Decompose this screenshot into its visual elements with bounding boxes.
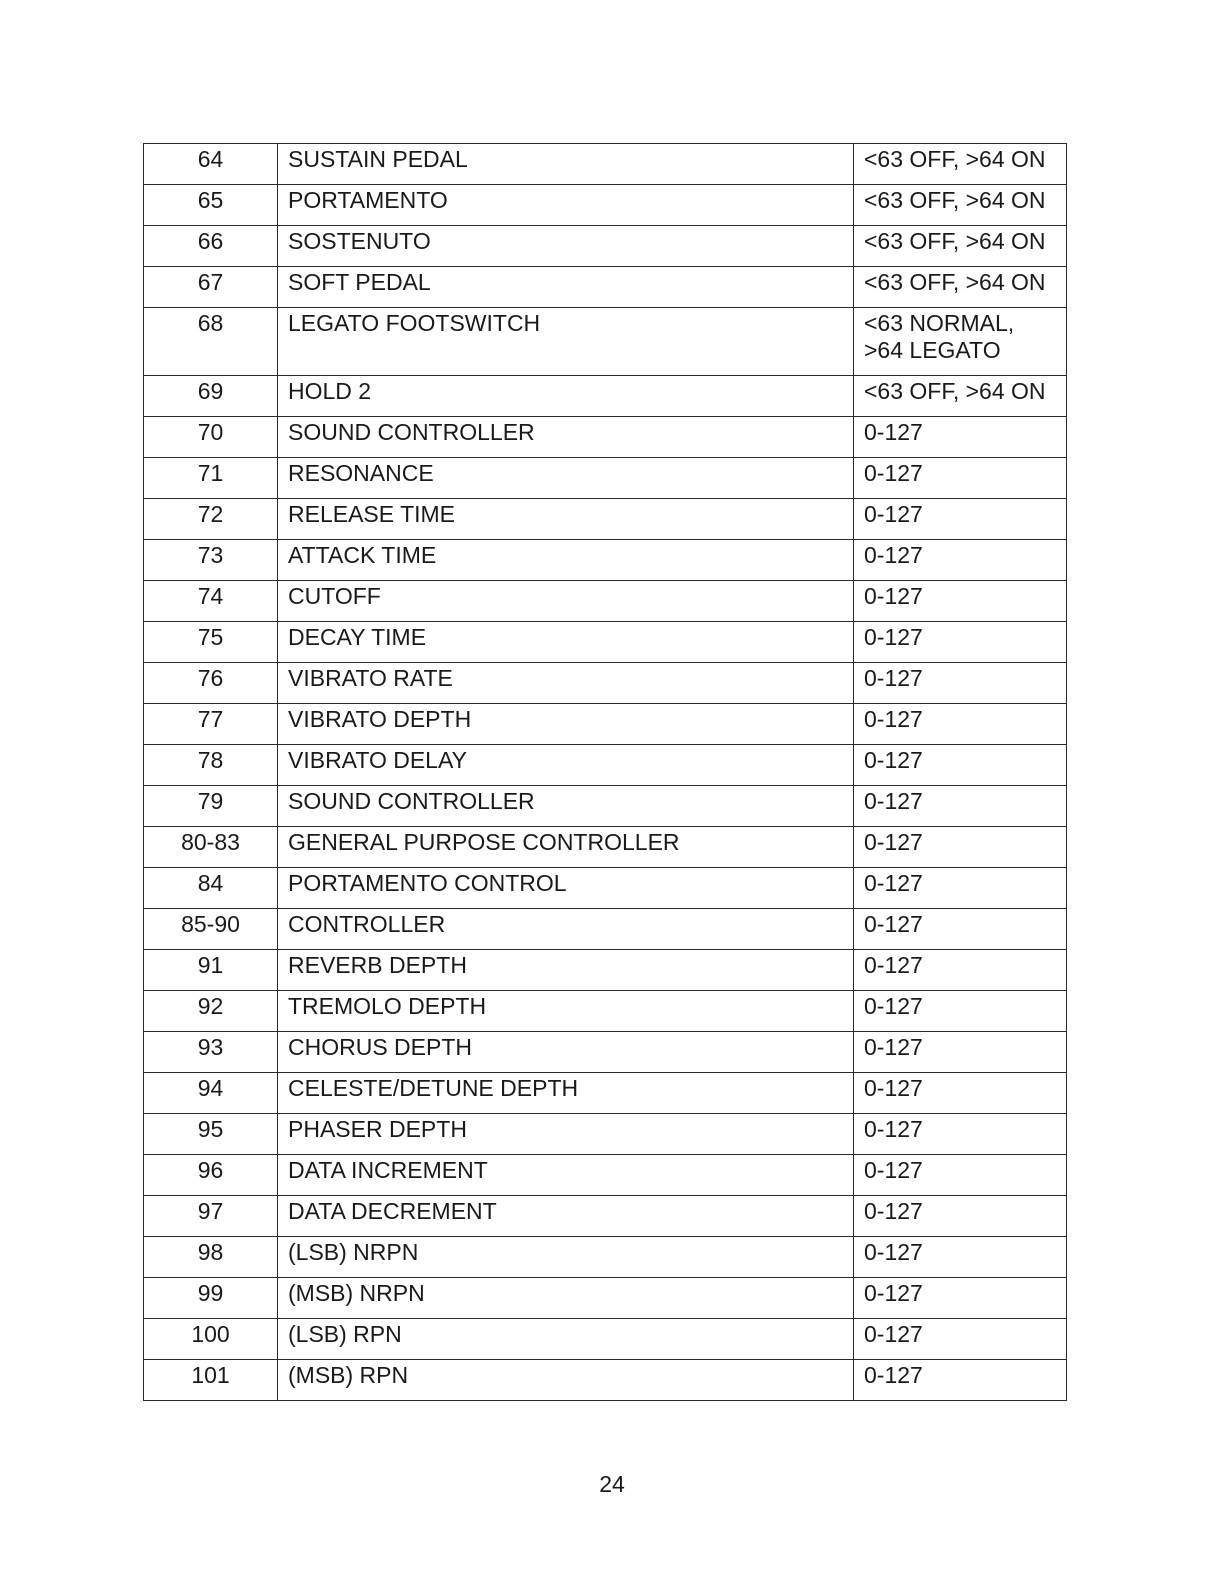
table-row — [144, 458, 1067, 499]
controller-value-cell: <63 OFF, >64 ON — [854, 144, 1067, 185]
controller-name-cell: PORTAMENTO CONTROL — [278, 868, 854, 909]
controller-number-cell: 97 — [144, 1196, 278, 1237]
controller-number-cell: 92 — [144, 991, 278, 1032]
controller-name-cell: SOFT PEDAL — [278, 267, 854, 308]
controller-name-cell: LEGATO FOOTSWITCH — [278, 308, 854, 376]
controller-value-cell: 0-127 — [854, 1032, 1067, 1073]
controller-number-cell: 98 — [144, 1237, 278, 1278]
controller-value-cell: 0-127 — [854, 1073, 1067, 1114]
controller-name-cell: HOLD 2 — [278, 376, 854, 417]
controller-value-cell: 0-127 — [854, 1278, 1067, 1319]
controller-number-cell: 99 — [144, 1278, 278, 1319]
controller-name-cell: DATA DECREMENT — [278, 1196, 854, 1237]
controller-value-cell: 0-127 — [854, 1360, 1067, 1401]
table-row — [144, 1114, 1067, 1155]
controller-number-cell: 65 — [144, 185, 278, 226]
controller-value-cell: 0-127 — [854, 1114, 1067, 1155]
controller-name-cell: CUTOFF — [278, 581, 854, 622]
controller-value-cell: 0-127 — [854, 1155, 1067, 1196]
controller-name-cell: VIBRATO DELAY — [278, 745, 854, 786]
table-row — [144, 1237, 1067, 1278]
controller-number-cell: 71 — [144, 458, 278, 499]
controller-name-cell: REVERB DEPTH — [278, 950, 854, 991]
controller-number-cell: 95 — [144, 1114, 278, 1155]
controller-value-cell: 0-127 — [854, 704, 1067, 745]
controller-number-cell: 75 — [144, 622, 278, 663]
table-row — [144, 540, 1067, 581]
controller-name-cell: PORTAMENTO — [278, 185, 854, 226]
controller-value-cell: <63 OFF, >64 ON — [854, 376, 1067, 417]
controller-number-cell: 96 — [144, 1155, 278, 1196]
controller-name-cell: SOUND CONTROLLER — [278, 786, 854, 827]
controller-table — [143, 143, 1067, 1401]
controller-number-cell: 84 — [144, 868, 278, 909]
controller-number-cell: 69 — [144, 376, 278, 417]
controller-value-cell: 0-127 — [854, 827, 1067, 868]
controller-number-cell: 72 — [144, 499, 278, 540]
table-row — [144, 1155, 1067, 1196]
table-row — [144, 663, 1067, 704]
controller-name-cell: RELEASE TIME — [278, 499, 854, 540]
table-row — [144, 1032, 1067, 1073]
controller-number-cell: 76 — [144, 663, 278, 704]
controller-number-cell: 74 — [144, 581, 278, 622]
table-row — [144, 704, 1067, 745]
controller-name-cell: CELESTE/DETUNE DEPTH — [278, 1073, 854, 1114]
table-row — [144, 786, 1067, 827]
table-row — [144, 827, 1067, 868]
controller-table-body — [144, 144, 1067, 1401]
controller-value-cell: <63 OFF, >64 ON — [854, 226, 1067, 267]
controller-name-cell: VIBRATO RATE — [278, 663, 854, 704]
controller-value-cell: 0-127 — [854, 622, 1067, 663]
controller-value-cell: 0-127 — [854, 786, 1067, 827]
table-row — [144, 745, 1067, 786]
controller-number-cell: 68 — [144, 308, 278, 376]
controller-name-cell: DATA INCREMENT — [278, 1155, 854, 1196]
controller-name-cell: CONTROLLER — [278, 909, 854, 950]
controller-number-cell: 78 — [144, 745, 278, 786]
table-row — [144, 622, 1067, 663]
table-row — [144, 376, 1067, 417]
page-number: 24 — [599, 1471, 625, 1497]
controller-number-cell: 64 — [144, 144, 278, 185]
controller-name-cell: SUSTAIN PEDAL — [278, 144, 854, 185]
controller-name-cell: (MSB) NRPN — [278, 1278, 854, 1319]
controller-number-cell: 77 — [144, 704, 278, 745]
table-row — [144, 1319, 1067, 1360]
table-row — [144, 950, 1067, 991]
controller-name-cell: RESONANCE — [278, 458, 854, 499]
controller-number-cell: 79 — [144, 786, 278, 827]
controller-value-cell: <63 OFF, >64 ON — [854, 185, 1067, 226]
controller-name-cell: ATTACK TIME — [278, 540, 854, 581]
controller-value-cell: 0-127 — [854, 499, 1067, 540]
table-row — [144, 267, 1067, 308]
controller-name-cell: (LSB) NRPN — [278, 1237, 854, 1278]
table-row — [144, 1278, 1067, 1319]
controller-value-cell: 0-127 — [854, 745, 1067, 786]
table-row — [144, 581, 1067, 622]
controller-value-cell: 0-127 — [854, 663, 1067, 704]
table-row — [144, 417, 1067, 458]
controller-value-cell: 0-127 — [854, 458, 1067, 499]
controller-name-cell: (MSB) RPN — [278, 1360, 854, 1401]
table-row — [144, 1196, 1067, 1237]
controller-name-cell: (LSB) RPN — [278, 1319, 854, 1360]
table-row — [144, 909, 1067, 950]
table-row — [144, 144, 1067, 185]
controller-value-cell: <63 OFF, >64 ON — [854, 267, 1067, 308]
controller-number-cell: 94 — [144, 1073, 278, 1114]
controller-value-cell: 0-127 — [854, 991, 1067, 1032]
controller-name-cell: PHASER DEPTH — [278, 1114, 854, 1155]
controller-name-cell: VIBRATO DEPTH — [278, 704, 854, 745]
controller-number-cell: 100 — [144, 1319, 278, 1360]
controller-number-cell: 93 — [144, 1032, 278, 1073]
table-row — [144, 185, 1067, 226]
controller-name-cell: SOUND CONTROLLER — [278, 417, 854, 458]
table-row — [144, 1360, 1067, 1401]
controller-value-cell: 0-127 — [854, 868, 1067, 909]
controller-value-cell: <63 NORMAL, >64 LEGATO — [854, 308, 1067, 376]
controller-value-cell: 0-127 — [854, 1319, 1067, 1360]
controller-value-cell: 0-127 — [854, 1196, 1067, 1237]
table-row — [144, 991, 1067, 1032]
table-row — [144, 226, 1067, 267]
table-row — [144, 868, 1067, 909]
controller-number-cell: 91 — [144, 950, 278, 991]
controller-number-cell: 73 — [144, 540, 278, 581]
controller-value-cell: 0-127 — [854, 540, 1067, 581]
table-row — [144, 308, 1067, 376]
controller-number-cell: 70 — [144, 417, 278, 458]
controller-number-cell: 85-90 — [144, 909, 278, 950]
controller-name-cell: DECAY TIME — [278, 622, 854, 663]
controller-value-cell: 0-127 — [854, 950, 1067, 991]
controller-value-cell: 0-127 — [854, 1237, 1067, 1278]
controller-value-cell: 0-127 — [854, 909, 1067, 950]
controller-value-cell: 0-127 — [854, 417, 1067, 458]
controller-number-cell: 66 — [144, 226, 278, 267]
controller-value-cell: 0-127 — [854, 581, 1067, 622]
table-row — [144, 499, 1067, 540]
controller-name-cell: CHORUS DEPTH — [278, 1032, 854, 1073]
controller-number-cell: 67 — [144, 267, 278, 308]
controller-name-cell: GENERAL PURPOSE CONTROLLER — [278, 827, 854, 868]
controller-name-cell: TREMOLO DEPTH — [278, 991, 854, 1032]
controller-number-cell: 80-83 — [144, 827, 278, 868]
table-row — [144, 1073, 1067, 1114]
controller-number-cell: 101 — [144, 1360, 278, 1401]
controller-name-cell: SOSTENUTO — [278, 226, 854, 267]
